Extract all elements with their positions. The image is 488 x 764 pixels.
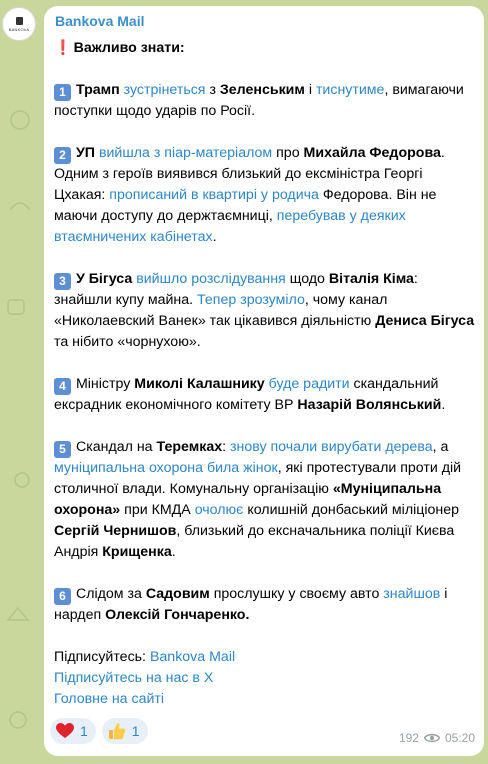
post-header [54, 38, 476, 59]
text-run: колишній донбаський міліціонер [243, 502, 460, 518]
keycap-number-icon: 2 [54, 147, 71, 164]
reaction-heart[interactable] [50, 718, 96, 744]
text-run: і нардеп [54, 586, 448, 623]
text-run: , чому канал «Николаевский Ванек» так цікавився діяльністю [54, 292, 388, 329]
text-run: про [272, 145, 304, 161]
message-meta [399, 731, 475, 745]
news-link[interactable]: вийшло розслідування [136, 271, 286, 287]
keycap-number-icon: 1 [54, 84, 71, 101]
message-time: 05:20 [444, 731, 475, 745]
subscribe-link[interactable]: Bankova Mail [149, 649, 236, 665]
news-item [54, 143, 476, 248]
news-link[interactable]: тиснутиме [315, 82, 385, 98]
bold-text: У Бігуса [75, 271, 133, 287]
subscribe-line [54, 647, 476, 668]
news-item [54, 80, 476, 122]
news-items [54, 80, 476, 626]
news-item [54, 437, 476, 563]
reaction-thumbs-up-count: 1 [131, 723, 140, 739]
bold-text: Садовим [145, 586, 210, 602]
text-run: щодо [285, 271, 329, 287]
news-link[interactable]: буде радити [268, 376, 350, 392]
thumbs-up-icon [108, 722, 126, 740]
keycap-number-icon: 6 [54, 588, 71, 605]
news-item [54, 374, 476, 416]
follow-x-link[interactable]: Підписуйтесь на нас в Х [54, 670, 214, 686]
text-run: з [205, 82, 220, 98]
bold-text: Трамп [75, 82, 120, 98]
channel-name[interactable]: Bankova Mail [55, 13, 145, 29]
message-body [54, 38, 476, 710]
bold-text: Крищенка [102, 544, 172, 560]
text-run: і [304, 82, 316, 98]
keycap-number-icon: 5 [54, 441, 71, 458]
reaction-thumbs-up[interactable] [102, 718, 148, 744]
news-link[interactable]: вийшла з піар-матеріалом [98, 145, 273, 161]
bold-text: Михайла Федорова [303, 145, 441, 161]
text-run: . [212, 229, 217, 245]
avatar-logo-text: BANKOVA [8, 26, 30, 32]
text-run: Міністру [75, 376, 135, 392]
bold-text: УП [75, 145, 95, 161]
news-link[interactable]: знайшов [383, 586, 441, 602]
bold-text: Віталія Кіма [328, 271, 414, 287]
keycap-number-icon: 3 [54, 273, 71, 290]
text-run: , які протестували проти дій столичної влади. Комунальну організацію [54, 460, 462, 497]
text-run: , близький до ексначальника поліції Києва Андрія [54, 523, 455, 560]
text-run: Федорова. Він не маючи доступу до держтаємниці, [54, 187, 437, 224]
text-run: Скандал на [75, 439, 157, 455]
news-link[interactable]: муніципальна охорона била жінок [54, 460, 278, 476]
reactions-bar [50, 718, 148, 744]
text-run: та нібито «чорнухою». [54, 334, 201, 350]
bold-text: Теремках [156, 439, 223, 455]
text-run: . Одним з героїв виявився близький до ексміністра Георгі Цхакая: [54, 145, 445, 203]
bold-text: «Муніципальна охорона» [54, 481, 442, 518]
text-run: Слідом за [75, 586, 146, 602]
bold-text: Зеленським [219, 82, 305, 98]
channel-avatar[interactable] [2, 7, 36, 41]
logo-mark-icon [16, 17, 23, 25]
text-run: при КМДА [120, 502, 195, 518]
footer-links [54, 647, 476, 710]
bold-text: Дениса Бігуса [375, 313, 475, 329]
eye-icon [424, 733, 440, 743]
post-header-text: Важливо знати: [73, 40, 185, 56]
bold-text: Назарій Волянський [297, 397, 442, 413]
reaction-heart-count: 1 [80, 723, 88, 739]
heart-icon [56, 723, 74, 739]
news-link[interactable]: перебував у деяких втаємничених кабінетах [54, 208, 406, 245]
news-item [54, 269, 476, 353]
text-run: : знайшли купу майна. [54, 271, 418, 308]
text-run: прослушку у своєму авто [209, 586, 384, 602]
news-link[interactable]: Тепер зрозуміло [197, 292, 305, 308]
text-run: скандальний ексрадник економічного комітету ВР [54, 376, 439, 413]
text-run: . [171, 544, 176, 560]
news-link[interactable]: прописаний в квартирі у родича [109, 187, 319, 203]
view-count: 192 [398, 731, 419, 745]
bold-text: Олексій Гончаренко. [105, 607, 250, 623]
main-site-link[interactable]: Головне на сайті [54, 691, 165, 707]
keycap-number-icon: 4 [54, 378, 71, 395]
news-link[interactable]: знову почали вирубати дерева [230, 439, 433, 455]
text-run: . [441, 397, 446, 413]
bold-text: Миколі Калашнику [134, 376, 265, 392]
text-run: , а [432, 439, 449, 455]
message-bubble [44, 6, 484, 756]
subscribe-prefix: Підписуйтесь: [54, 649, 150, 665]
text-run: : [222, 439, 230, 455]
text-run: , вимагаючи поступки щодо ударів по Росії. [54, 82, 464, 119]
news-link[interactable]: зустрінеться [123, 82, 206, 98]
news-link[interactable]: очолює [194, 502, 244, 518]
news-item [54, 584, 476, 626]
exclamation-icon: ❗ [54, 40, 72, 56]
bold-text: Сергій Чернишов [54, 523, 177, 539]
